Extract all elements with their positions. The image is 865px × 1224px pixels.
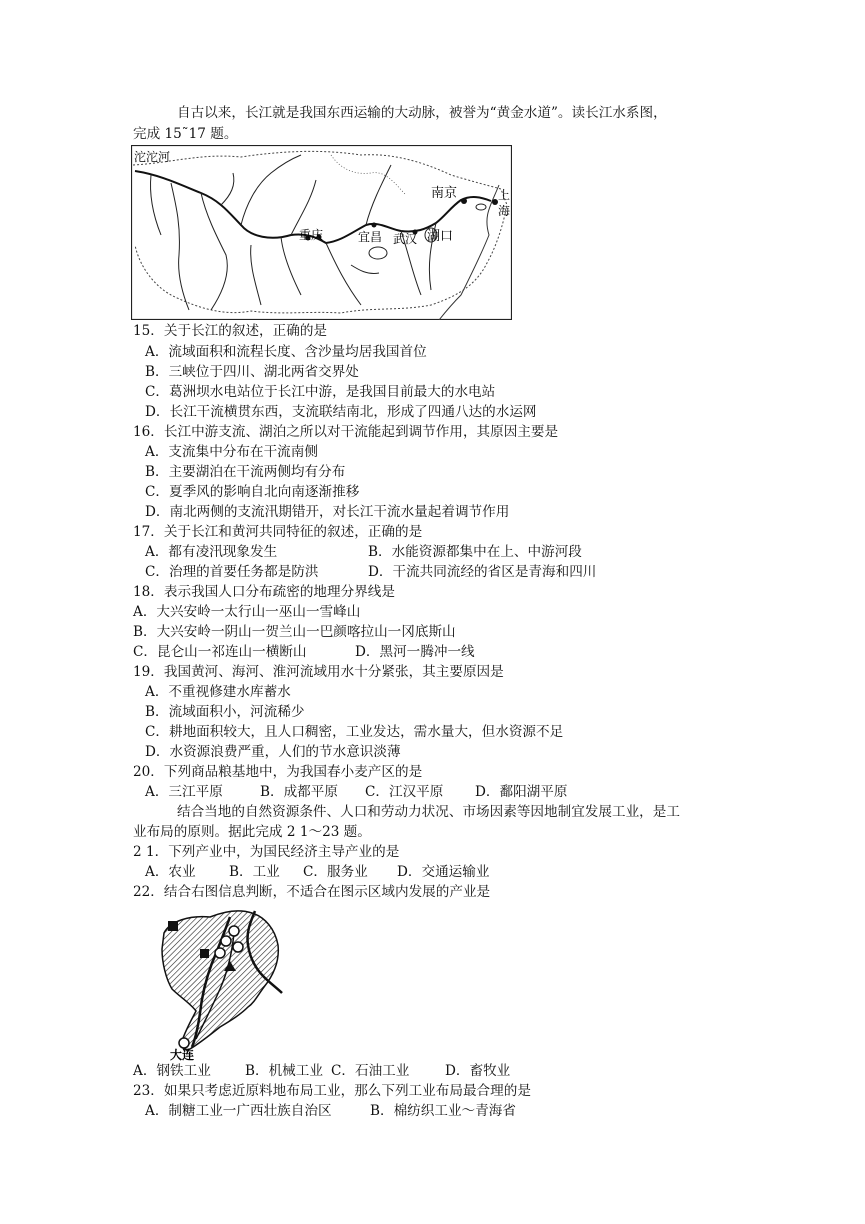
label-hukou: 湖口: [427, 229, 454, 244]
q17-option-d: D．干流共同流经的省区是青海和四川: [368, 564, 597, 580]
q19-option-d: D．水资源浪费严重，人们的节水意识淡薄: [145, 744, 401, 760]
intro-line-2: 完成 15˜17 题。: [133, 126, 238, 142]
q18-option-a: A．大兴安岭一太行山一巫山一雪峰山: [133, 604, 361, 620]
q22-option-b: B．机械工业: [245, 1063, 323, 1079]
label-wuhan: 武汉: [393, 232, 418, 246]
q22-option-c: C．石油工业: [331, 1063, 410, 1079]
q21-option-d: D．交通运输业: [397, 864, 490, 880]
label-tuotuo: 沱沱河: [134, 150, 171, 164]
q20-option-c: C．江汉平原: [365, 784, 444, 800]
intro2-line-2: 业布局的原则。据此完成 2 1～23 题。: [133, 824, 371, 840]
q23-option-b: B．棉纺织工业～青海省: [370, 1103, 516, 1119]
q19-stem: 19．我国黄河、海河、淮河流域用水十分紧张，其主要原因是: [133, 664, 504, 680]
label-nanjing: 南京: [431, 186, 458, 201]
q19-option-c: C．耕地面积较大，且人口稠密，工业发达，需水量大，但水资源不足: [145, 724, 564, 740]
q18-option-c: C．昆仑山一祁连山一横断山: [133, 644, 307, 660]
q16-stem: 16．长江中游支流、湖泊之所以对干流能起到调节作用，其原因主要是: [133, 424, 559, 440]
label-yichang: 宜昌: [358, 230, 383, 244]
q19-option-a: A．不重视修建水库蓄水: [145, 684, 291, 700]
q16-option-a: A．支流集中分布在干流南侧: [145, 444, 318, 460]
q18-option-b: B．大兴安岭一阴山一贺兰山一巴颜喀拉山一冈底斯山: [133, 624, 456, 640]
q21-option-a: A．农业: [145, 864, 196, 880]
q17-option-b: B．水能资源都集中在上、中游河段: [368, 544, 582, 560]
q18-option-d: D．黑河一腾冲一线: [355, 644, 475, 660]
q21-stem: 2 1．下列产业中，为国民经济主导产业的是: [133, 844, 400, 860]
q20-option-b: B．成都平原: [260, 784, 338, 800]
label-shang: 上: [498, 188, 511, 202]
label-dalian: 大连: [170, 1048, 195, 1061]
q15-option-a: A．流域面积和流程长度、含沙量均居我国首位: [145, 344, 427, 360]
q21-option-b: B．工业: [229, 864, 280, 880]
q22-option-a: A．钢铁工业: [133, 1063, 211, 1079]
q22-option-d: D．畜牧业: [445, 1063, 511, 1079]
intro2-line-1: 结合当地的自然资源条件、人口和劳动力状况、市场因素等因地制宜发展工业，是工: [177, 804, 680, 820]
q15-stem: 15．关于长江的叙述，正确的是: [133, 323, 328, 339]
q15-option-d: D．长江干流横贯东西，支流联结南北，形成了四通八达的水运网: [145, 404, 537, 420]
q16-option-c: C．夏季风的影响自北向南逐渐推移: [145, 484, 360, 500]
q23-option-a: A．制糖工业一广西壮族自治区: [145, 1103, 332, 1119]
q20-option-d: D．鄱阳湖平原: [475, 784, 568, 800]
q20-stem: 20．下列商品粮基地中，为我国春小麦产区的是: [133, 764, 423, 780]
q16-option-b: B．主要湖泊在干流两侧均有分布: [145, 464, 346, 480]
q15-option-c: C．葛洲坝水电站位于长江中游，是我国目前最大的水电站: [145, 384, 496, 400]
intro-line-1: 自古以来，长江就是我国东西运输的大动脉，被誉为“黄金水道”。读长江水系图，: [177, 105, 667, 121]
yangtze-river-map: [131, 145, 512, 320]
q16-option-d: D．南北两侧的支流汛期错开，对长江干流水量起着调节作用: [145, 504, 510, 520]
q17-option-c: C．治理的首要任务都是防洪: [145, 564, 319, 580]
q15-option-b: B．三峡位于四川、湖北两省交界处: [145, 364, 359, 380]
q18-stem: 18．表示我国人口分布疏密的地理分界线是: [133, 584, 395, 600]
q22-stem: 22．结合右图信息判断，不适合在图示区域内发展的产业是: [133, 884, 491, 900]
q17-stem: 17．关于长江和黄河共同特征的叙述，正确的是: [133, 524, 423, 540]
q23-stem: 23．如果只考虑近原料地布局工业，那么下列工业布局最合理的是: [133, 1083, 531, 1099]
q21-option-c: C．服务业: [303, 864, 368, 880]
label-hai: 海: [498, 204, 511, 218]
liaoning-region-map: [160, 903, 286, 1061]
q17-option-a: A．都有凌汛现象发生: [145, 544, 278, 560]
q19-option-b: B．流域面积小，河流稀少: [145, 704, 305, 720]
q20-option-a: A．三江平原: [145, 784, 223, 800]
label-chongqing: 重庆: [299, 228, 324, 242]
